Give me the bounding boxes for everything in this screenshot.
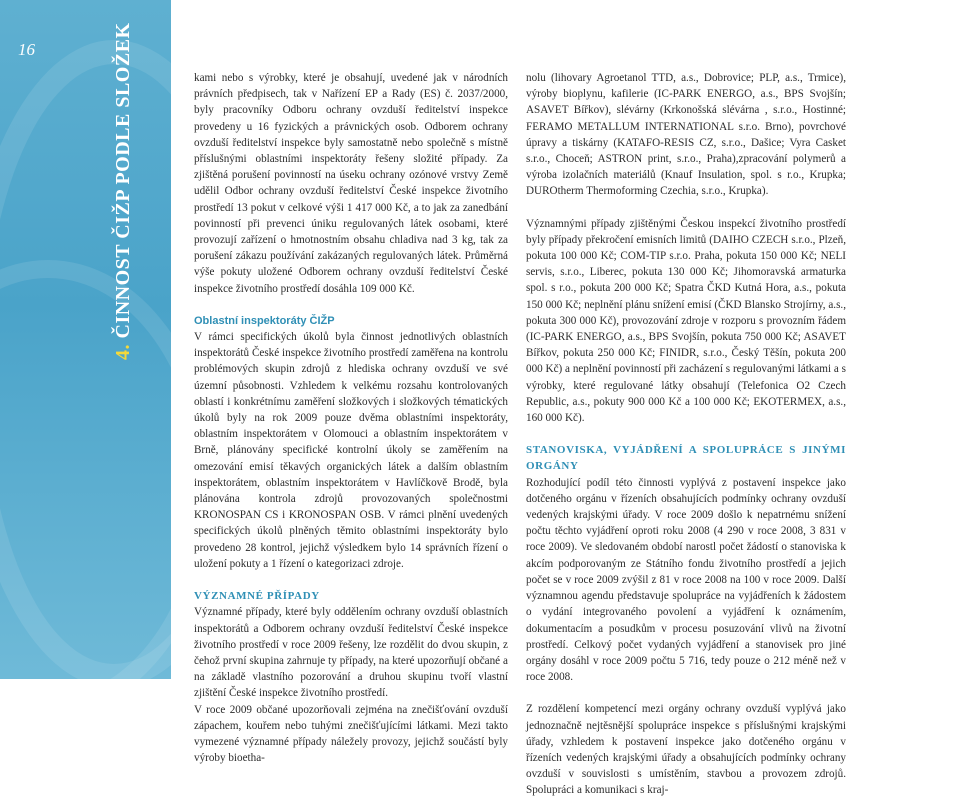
decorative-swirl	[0, 260, 171, 679]
chapter-sidebar	[0, 0, 171, 679]
chapter-number: 4.	[112, 344, 134, 360]
paragraph: Z rozdělení kompetencí mezi orgány ochrany ovzduší vyplývá jako jednoznačně nejtěsnější spolupráce inspekce s příslušnými krajskými úřady, vzhledem k postavení inspekce jako dotčeného orgánu v řízeních vedených krajskými úřady a obsahujících podmínky ochrany ovzduší v souvislosti s umístěním, stavbou a provozem zdrojů. Spolupráci a komunikaci s kraj-	[526, 703, 846, 797]
paragraph: Rozhodující podíl této činnosti vyplývá z postavení inspekce jako dotčeného orgánu v řízeních obsahujících podmínky ochrany ovzduší vedených krajskými úřady. V roce 2009 došlo k nepatrnému snížení počtu těchto vyjádření oproti roku 2008 (4 290 v roce 2008, 3 831 v roce 2009). Ve sledovaném období narostl počet žádostí o stanoviska k akcím podporovaným ze Státního fondu životního prostředí a jejich počet se v roce 2009 zvýšil z 81 v roce 2008 na 100 v roce 2009. Další významnou agendu představuje spolupráce na vyjádřeních k žádostem o vydání integrovaného povolení a vyjádření k oznámením, dokumentacím a posudkům v procesu posuzování vlivů na životní prostředí. Celkový počet vydaných vyjádření a stanovisek pro jiné orgány dosáhl v roce 2009 počtu 5 716, tedy pouze o 212 méně než v roce 2008.	[526, 476, 846, 684]
paragraph: V rámci specifických úkolů byla činnost jednotlivých oblastních inspektorátů České inspekce životního prostředí zaměřena na kontrolu problémových skupin zdrojů z hlediska ochrany ovzduší ve své územní působnosti. Vzhledem k velkému rozsahu kontrolovaných oblastí i konkrétnímu zaměření složkových i složkových tématických úkolů byly na rok 2009 pouze dvěma oblastními inspektoráty, oblastním inspektorátem v Olomouci a oblastním inspektorátem v Brně, plánovány specifické kontrolní úkoly se zaměřením na omezování emisí těkavých organických látek a dalším oblastním inspektorátem, oblastním inspektorátem v Havlíčkově Brodě, byla plánována kontrola zdrojů provozovaných společnostmi KRONOSPAN CS i KRONOSPAN OSB. V rámci plnění uvedených specifických úkolů plněných těmito oblastními inspektoráty bylo provedeno 28 kontrol, jejichž výsledkem bylo 14 správních řízení o uložení pokuty a 1 řízení o kategorizaci zdroje.	[194, 331, 508, 570]
paragraph: V roce 2009 občané upozorňovali zejména na znečišťování ovzduší zápachem, kouřem nebo tuhými znečišťujícími látkami. Mezi takto vymezené významné případy náležely provozy, jejichž součástí byly výroby bioetha-	[194, 703, 508, 765]
section-heading-opinions: STANOVISKA, VYJÁDŘENÍ A SPOLUPRÁCE S JINÝMI ORGÁNY	[526, 444, 846, 473]
right-text-column	[526, 70, 846, 799]
left-text-column	[194, 70, 508, 766]
section-heading-inspectorates: Oblastní inspektoráty ČIŽP	[194, 314, 335, 327]
page-number: 16	[18, 40, 35, 59]
chapter-title-text: ČINNOST ČIŽP PODLE SLOŽEK	[112, 22, 134, 339]
section-heading-cases: VÝZNAMNÉ PŘÍPADY	[194, 590, 320, 603]
chapter-title	[112, 22, 135, 360]
paragraph: Významné případy, které byly oddělením ochrany ovzduší oblastních inspektorátů a Odborem ochrany ovzduší ředitelství České inspekce životního prostředí v roce 2009 řešeny, lze rozdělit do dvou skupin, z čehož první skupina zahrnuje ty případy, na které upozorňují občané a na základě vlastního pozorování a druhou skupinu tvoří vlastní zjištění České inspekce životního prostředí.	[194, 606, 508, 700]
paragraph: kami nebo s výrobky, které je obsahují, uvedené jak v národních právních předpisech, tak v Nařízení EP a Rady (ES) č. 2037/2000, byly pracovníky Odboru ochrany ovzduší ředitelství inspekce provedeny u 16 fyzických a právnických osob. Odborem ochrany ovzduší ředitelství inspekce byly samostatně nebo společně s místně příslušnými oblastními inspektoráty řešeny složité případy. Za zjištěná porušení povinností na úseku ochrany ozónové vrstvy Země udělil Odbor ochrany ovzduší ředitelství České inspekce životního prostředí 13 pokut v celkové výši 1 417 000 Kč, a to jak za zanedbání povinností při prevenci úniku regulovaných látek osobami, které provozují zařízení o hmotnostním obsahu chladiva nad 3 kg, tak za porušení zákazu používání zakázaných regulovaných látek. Průměrná výše pokuty uložené Odborem ochrany ovzduší ředitelství České inspekce životního prostředí dosáhla 109 000 Kč.	[194, 72, 508, 295]
paragraph: nolu (lihovary Agroetanol TTD, a.s., Dobrovice; PLP, a.s., Trmice), výroby bioplynu, kafilerie (IC-PARK ENERGO, a.s., BPS Svojšín; ASAVET Bířkov), slévárny (Krkonošská slévárna , s.r.o., Hostinné; FERAMO METALLUM INTERNATIONAL s.r.o. Brno), povrchové úpravy a tiskárny (KATAFO-RESIS CZ, s.r.o., Dašice; Vyra Casket s.r.o., Choceň; ASTRON print, s.r.o., Praha),zpracování polymerů a výroba izolačních materiálů (Knauf Insulation, spol. s r.o., Krupka; DUROtherm Thermoforming Czechia, s.r.o., Krupka).	[526, 72, 846, 198]
paragraph: Významnými případy zjištěnými Českou inspekcí životního prostředí byly případy překročení emisních limitů (DAIHO CZECH s.r.o., Plzeň, pokuta 100 000 Kč; COM-TIP s.r.o. Praha, pokuta 150 000 Kč; NELI servis, s.r.o., Liberec, pokuta 130 000 Kč; Jihomoravská armaturka spol. s r.o., pokuta 200 000 Kč; Spatra ČKD Kutná Hora, a.s., pokuta 150 000 Kč; neplnění plánu snížení emisí (ČKD Blansko Strojírny, a.s., pokuta 300 000 Kč), provozování zdroje v rozporu s provozním řádem (IC-PARK ENERGO, a.s., BPS Svojšín, pokuta 750 000 Kč; ASAVET Bířkov, pokuta 250 000 Kč; FINIDR, s.r.o., Český Těšín, pokuta 200 000 Kč) a neplnění povinností při zacházení s regulovanými látkami a s výrobky, které regulované látky obsahují (Telefonica O2 Czech Republic, a.s., pokuty 900 000 Kč a 100 000 Kč; EKOTERMEX, a.s., 160 000 Kč).	[526, 217, 846, 425]
